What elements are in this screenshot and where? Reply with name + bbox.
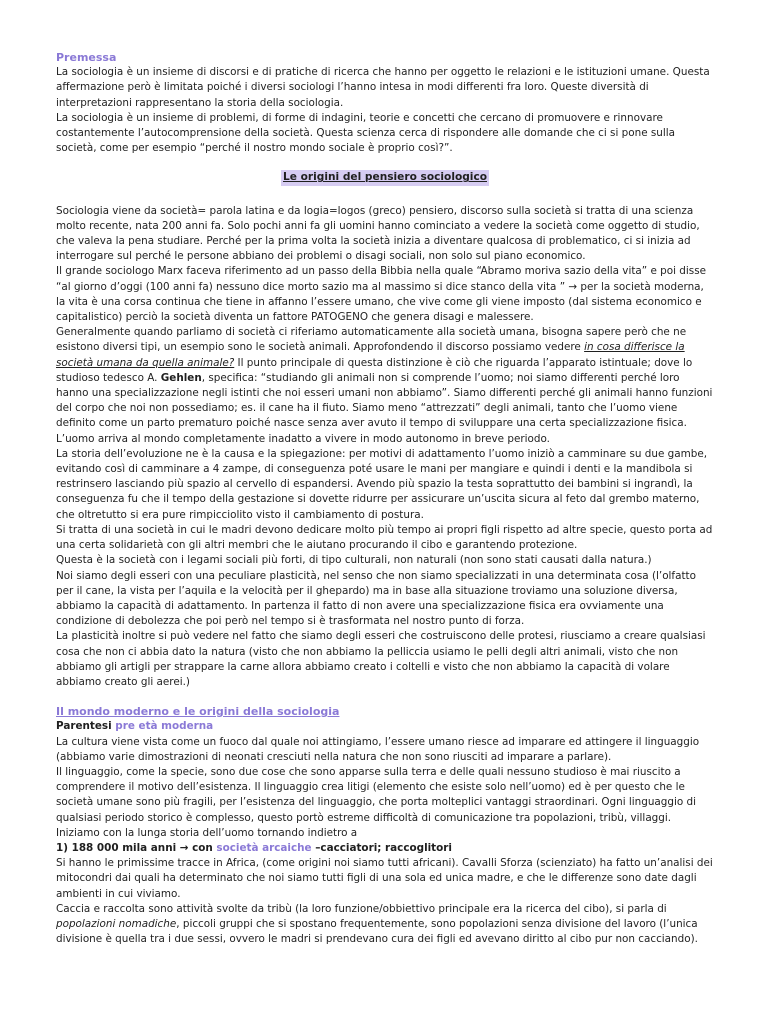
origini-paragraph-1: Sociologia viene da società= parola latina e da logia=logos (greco) pensiero, discorso sulla società si tratta di una scienza molto recente, nata 200 anni fa. Solo pochi anni fa gli uomini hanno cominciato a vedere la società come oggetto di studio, che valeva la pena studiare. Perché per la prima volta la società inizia a diventare qualcosa di problematico, ci si inizia ad interrogare sul perché le persone abbiano dei problemi o disagi sociali, non solo sul piano economico.	[56, 204, 700, 263]
origini-paragraph-4: La storia dell’evoluzione ne è la causa e la spiegazione: per motivi di adattamento l’uomo iniziò a camminare su due gambe, evitando così di camminare a 4 zampe, di conseguenza poté usare le mani per mangiare e quindi i denti e la mandibola si restrinsero lasciando più spazio al cervello di espandersi. Avendo più spazio la testa soprattutto dei bambini si ingrandì, la conseguenza fu che il tempo della gestazione si dovette ridurre per assicurare un’uscita sicura al feto dal grembo materno, che oltretutto si era pure rimpicciolito visto il cambiamento di postura.	[56, 447, 708, 521]
origini-p3-text-b: Il punto principale di questa distinzione è ciò che riguarda l’apparato istintuale; dove lo studioso tedesco A.	[56, 356, 693, 384]
origini-paragraph-8: La plasticità inoltre si può vedere nel fatto che siamo degli esseri che costruiscono delle protesi, riusciamo a creare qualsiasi cosa che non ci abbia dato la natura (visto che non abbiamo la pelliccia usiamo le pelli degli altri animali, visto che non abbiamo gli artigli per strappare la carne allora abbiamo creato i coltelli e visto che non abbiamo la capacità di volare abbiamo creato gli aerei.)	[56, 630, 706, 688]
origini-paragraph-6: Questa è la società con i legami sociali più forti, di tipo culturali, non naturali (non sono stati causati dalla natura.)	[56, 554, 652, 567]
premessa-paragraph-1: La sociologia è un insieme di discorsi e di pratiche di ricerca che hanno per oggetto le relazioni e le istituzioni umane. Questa affermazione però è limitata poiché i diversi sociologi l’hanno intesa in modi differenti fra loro. Queste diversità di interpretazioni rappresentano la storia della sociologia.	[56, 66, 710, 109]
moderno-p5-text-b: , piccoli gruppi che si spostano frequentemente, sono popolazioni senza divisione del lavoro (l’unica divisione è quella tra i due sessi, ovvero le madri si prendevano cura dei figli ed avevano diritto al cibo pur non cacciando).	[56, 917, 698, 946]
moderno-point-suffix: –cacciatori; raccoglitori	[311, 841, 452, 854]
origini-heading-wrap	[56, 170, 714, 185]
origini-p3-text-a: Generalmente quando parliamo di società ci riferiamo automaticamente alla società umana, bisogna sapere però che ne esistono diversi tipi, un esempio sono le società animali. Approfondendo il discorso possiamo vedere	[56, 326, 687, 354]
moderno-p5-text-a: Caccia e raccolta sono attività svolte da tribù (la loro funzione/obbiettivo principale era la ricerca del cibo), si parla di	[56, 902, 667, 915]
moderno-paragraph-2: Il linguaggio, come la specie, sono due cose che sono apparse sulla terra e delle quali nessuno studioso è mai riuscito a comprendere il motivo dell’esistenza. Il linguaggio crea litigi (elemento che esiste solo nell’uomo) ed è per questo che le società umane sono più fragili, per l’esistenza del linguaggio, che porta molteplici vantaggi straordinari. Ogni linguaggio di qualsiasi periodo storico è complesso, questo portò estreme difficoltà di comunicazione tra popolazioni, tribù, villaggi.	[56, 765, 697, 824]
moderno-p5-italic: popolazioni nomadiche	[56, 917, 177, 930]
premessa-heading: Premessa	[56, 51, 117, 64]
origini-heading: Le origini del pensiero sociologico	[281, 170, 489, 185]
premessa-paragraph-2: La sociologia è un insieme di problemi, di forme di indagini, teorie e concetti che cercano di promuovere e rinnovare costantemente l’autocomprensione della società. Questa scienza cerca di rispondere alle domande che ci si pone sulla società, come per esempio “perché il nostro mondo sociale è proprio così?”.	[56, 111, 676, 155]
moderno-point-highlight: società arcaiche	[216, 841, 312, 854]
moderno-subheading	[56, 719, 714, 734]
moderno-paragraph-3: Iniziamo con la lunga storia dell’uomo tornando indietro a	[56, 826, 358, 839]
origini-p3-question-link[interactable]: in cosa differisce la società umana da quella animale?	[56, 341, 685, 369]
moderno-heading: Il mondo moderno e le origini della sociologia	[56, 705, 340, 719]
origini-paragraph-7: Noi siamo degli esseri con una peculiare plasticità, nel senso che non siamo specializzati in una determinata cosa (l’olfatto per il cane, la vista per l’aquila e la velocità per il ghepardo) ma in base alla situazione troviamo una soluzione diversa, abbiamo la capacità di adattamento. In partenza il fatto di non avere una specializzazione fisica era ovviamente una condizione di debolezza che poi però nel tempo si è trasformata nel nostro punto di forza.	[56, 569, 696, 628]
premessa-section	[56, 50, 714, 156]
origini-paragraph-5: Si tratta di una società in cui le madri devono dedicare molto più tempo ai propri figli rispetto ad altre specie, questo porta ad una certa solidarietà con gli altri membri che le aiutano procurando il cibo e garantendo protezione.	[56, 523, 713, 552]
origini-p3-text-c: , specifica: “studiando gli animali non si comprende l’uomo; noi siamo differenti perché loro hanno una specializzazione negli istinti che noi esseri umani non abbiamo”. Siamo differenti perché gli animali hanno funzioni del corpo che noi non possediamo; es. il cane ha il fiuto. Siamo meno “attrezzati” degli animali, tanto che l’uomo viene definito come un parto prematuro poiché nasce senza aver avuto il tempo di sviluppare una certa specializzazione fisica. L’uomo arriva al mondo completamente inadatto a vivere in modo autonomo in breve periodo.	[56, 371, 713, 445]
moderno-point-prefix: 1) 188 000 mila anni → con	[56, 841, 217, 854]
moderno-section	[56, 704, 714, 947]
moderno-paragraph-5	[56, 902, 714, 948]
moderno-paragraph-4: Si hanno le primissime tracce in Africa, (come origini noi siamo tutti africani). Cavalli Sforza (scienziato) ha fatto un’analisi dei mitocondri dai quali ha determinato che noi siamo tutti figli di una sola ed unica madre, e che le differenze sono date dagli ambienti in cui viviamo.	[56, 857, 713, 900]
gehlen-name: Gehlen	[160, 371, 202, 384]
moderno-paragraph-1: La cultura viene vista come un fuoco dal quale noi attingiamo, l’essere umano riesce ad imparare ed attingere il linguaggio (abbiamo varie dimostrazioni di neonati cresciuti nella natura che non sono riusciti ad imparare a parlare).	[56, 735, 700, 763]
origini-paragraph-3	[56, 325, 714, 447]
moderno-subheading-highlight: pre età moderna	[115, 720, 214, 733]
origini-paragraph-2: Il grande sociologo Marx faceva riferimento ad un passo della Bibbia nella quale “Abramo moriva sazio della vita” e poi disse “al giorno d’oggi (100 anni fa) nessuno dice morto sazio ma al massimo si dice stanco della vita ” → per la società moderna, la vita è una corsa continua che tiene in affanno l’essere umano, che vive come gli viene imposto (dal sistema economico e capitalistico) perciò la società diventa un fattore PATOGENO che genera disagi e malessere.	[56, 265, 707, 324]
origini-section	[56, 204, 714, 691]
moderno-point-1	[56, 841, 714, 856]
moderno-subheading-prefix: Parentesi	[56, 720, 116, 733]
